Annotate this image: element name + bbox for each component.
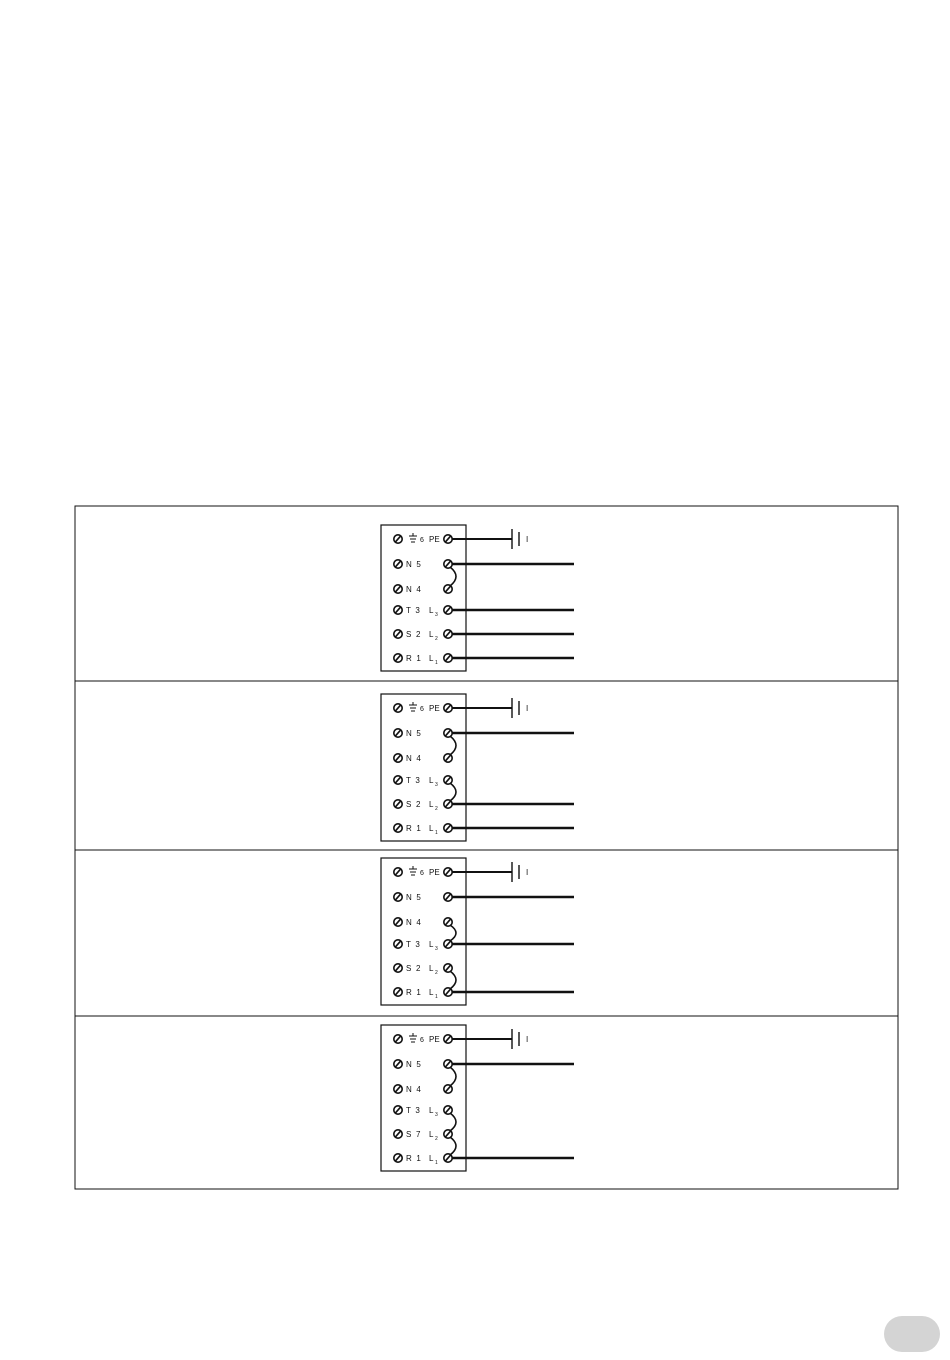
terminal-label: N 4	[406, 1085, 423, 1094]
phase-label: L	[429, 800, 434, 809]
phase-label: L	[429, 606, 434, 615]
terminal-block	[381, 525, 466, 671]
phase-label: L	[429, 824, 434, 833]
terminal-label: T 3	[406, 1106, 422, 1115]
terminal-label: T 3	[406, 776, 422, 785]
phase-subscript: 3	[435, 946, 438, 952]
terminal-label: N 5	[406, 1060, 423, 1069]
phase-subscript: 3	[435, 1112, 438, 1118]
terminal-number-label: 6	[420, 537, 424, 544]
earth-label: I	[526, 868, 529, 877]
terminal-label: T 3	[406, 606, 422, 615]
terminal-block	[381, 1025, 466, 1171]
terminal-number-label: 6	[420, 1037, 424, 1044]
terminal-block	[381, 858, 466, 1005]
terminal-number-label: 6	[420, 870, 424, 877]
phase-label: L	[429, 776, 434, 785]
terminal-label: N 5	[406, 560, 423, 569]
phase-label: PE	[429, 535, 440, 544]
page-number-badge	[884, 1316, 940, 1352]
terminal-label: S 7	[406, 1130, 422, 1139]
terminal-label: R 1	[406, 824, 423, 833]
phase-subscript: 1	[435, 1160, 438, 1166]
terminal-block	[381, 694, 466, 841]
terminal-number-label: 6	[420, 706, 424, 713]
phase-subscript: 3	[435, 612, 438, 618]
earth-label: I	[526, 535, 529, 544]
phase-subscript: 1	[435, 994, 438, 1000]
terminal-label: T 3	[406, 940, 422, 949]
terminal-label: R 1	[406, 1154, 423, 1163]
terminal-label: R 1	[406, 654, 423, 663]
phase-subscript: 2	[435, 806, 438, 812]
terminal-label: N 4	[406, 585, 423, 594]
phase-label: PE	[429, 1035, 440, 1044]
table-border	[75, 506, 898, 1189]
phase-label: L	[429, 630, 434, 639]
earth-label: I	[526, 704, 529, 713]
phase-label: L	[429, 1130, 434, 1139]
terminal-label: R 1	[406, 988, 423, 997]
phase-label: L	[429, 1106, 434, 1115]
phase-label: L	[429, 654, 434, 663]
terminal-label: N 5	[406, 893, 423, 902]
phase-label: PE	[429, 868, 440, 877]
phase-label: L	[429, 1154, 434, 1163]
phase-subscript: 1	[435, 830, 438, 836]
earth-label: I	[526, 1035, 529, 1044]
terminal-label: N 4	[406, 918, 423, 927]
phase-subscript: 1	[435, 660, 438, 666]
phase-subscript: 2	[435, 636, 438, 642]
phase-subscript: 3	[435, 782, 438, 788]
terminal-label: S 2	[406, 630, 422, 639]
phase-label: L	[429, 940, 434, 949]
terminal-label: N 4	[406, 754, 423, 763]
phase-label: L	[429, 988, 434, 997]
phase-subscript: 2	[435, 1136, 438, 1142]
phase-subscript: 2	[435, 970, 438, 976]
terminal-label: S 2	[406, 800, 422, 809]
terminal-label: S 2	[406, 964, 422, 973]
terminal-label: N 5	[406, 729, 423, 738]
phase-label: L	[429, 964, 434, 973]
phase-label: PE	[429, 704, 440, 713]
